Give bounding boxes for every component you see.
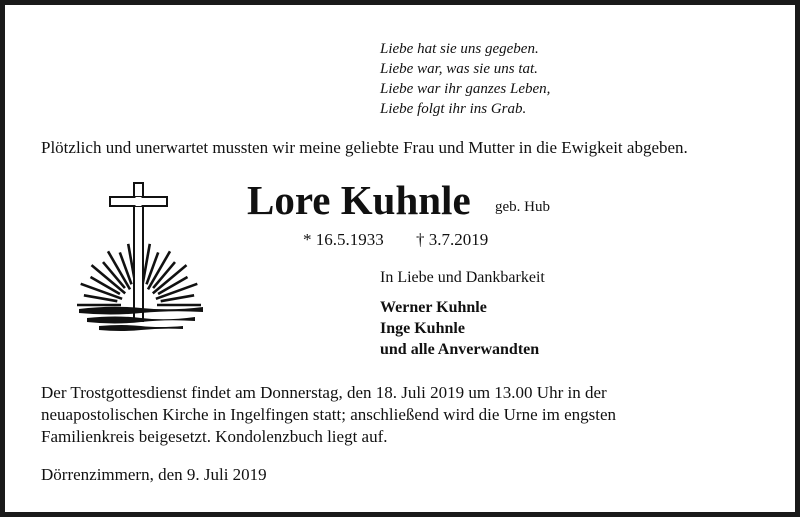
mourner-name: Inge Kuhnle [380, 320, 465, 337]
life-dates [303, 230, 488, 250]
maiden-name: geb. Hub [495, 199, 550, 215]
service-line: Der Trostgottesdienst findet am Donnerstag, den 18. Juli 2019 um 13.00 Uhr in der [41, 383, 607, 402]
service-line: Familienkreis beigesetzt. Kondolenzbuch liegt auf. [41, 427, 388, 446]
mourners-list [380, 297, 539, 360]
mourner-name: und alle Anverwandten [380, 341, 540, 358]
poem-line: Liebe folgt ihr ins Grab. [380, 101, 527, 117]
poem-line: Liebe war, was sie uns tat. [380, 61, 538, 77]
cross-over-rising-sun-and-water-icon [71, 181, 211, 331]
place-and-date: Dörrenzimmern, den 9. Juli 2019 [41, 465, 267, 484]
birth-date: * 16.5.1933 [303, 230, 384, 249]
poem-line: Liebe war ihr ganzes Leben, [380, 81, 551, 97]
service-line: neuapostolischen Kirche in Ingelfingen statt; anschließend wird die Urne im engsten [41, 405, 617, 424]
service-announcement [41, 382, 761, 448]
poem-line: Liebe hat sie uns gegeben. [380, 41, 539, 57]
death-date: † 3.7.2019 [416, 230, 489, 249]
mourner-name: Werner Kuhnle [380, 299, 487, 316]
intro-text: Plötzlich und unerwartet mussten wir meine geliebte Frau und Mutter in die Ewigkeit abgeben. [41, 138, 688, 157]
gratitude-line: In Liebe und Dankbarkeit [380, 269, 545, 286]
poem [380, 39, 550, 119]
deceased-name: Lore Kuhnle [247, 177, 471, 223]
